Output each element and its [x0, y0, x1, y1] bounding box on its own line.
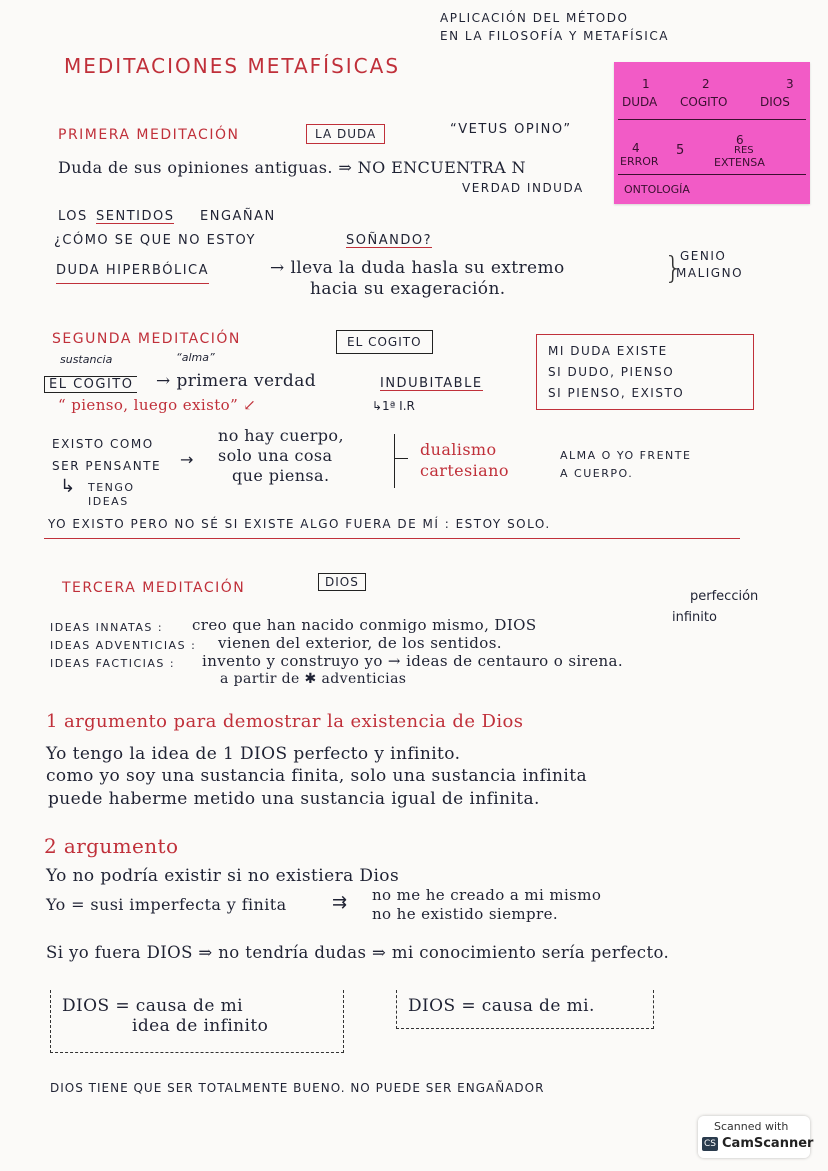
argumento-1-title: 1 argumento para demostrar la existencia de Dios: [46, 711, 524, 732]
timeline-res: RES: [734, 145, 754, 156]
argumento-1-line3: puede haberme metido una sustancia igual de infinita.: [48, 789, 540, 809]
sentidos-post: ENGAÑAN: [200, 209, 276, 224]
segunda-heading: SEGUNDA MEDITACIÓN: [52, 331, 241, 347]
bracket-tick: [394, 458, 408, 459]
bracket-line: [394, 434, 395, 488]
a-partir-de: a partir de ✱ adventicias: [220, 671, 407, 687]
indubitable-word: INDUBITABLE: [380, 376, 483, 391]
alma-frente: ALMA O YO FRENTE: [560, 449, 692, 462]
timeline-ontologia: ONTOLOGÍA: [624, 183, 690, 196]
split-arrow-icon: ⇉: [332, 892, 348, 913]
timeline-extensa: EXTENSA: [714, 156, 765, 169]
estoy-solo-line: YO EXISTO PERO NO SÉ SI EXISTE ALGO FUERA DE MÍ : ESTOY SOLO.: [48, 517, 551, 531]
que-piensa: que piensa.: [232, 466, 330, 485]
timeline-number-5: 5: [676, 143, 685, 158]
ideas-facticias-text: invento y construyo yo → ideas de centauro o sirena.: [202, 652, 624, 670]
sentidos-pre: LOS: [58, 209, 88, 224]
argumento-2-line2: Yo = susi imperfecta y finita: [46, 895, 287, 914]
si-dudo-pienso: SI DUDO, PIENSO: [548, 365, 675, 379]
section-divider: [44, 538, 740, 539]
vetus-opino-quote: “VETUS OPINO”: [450, 122, 572, 137]
ideas-adventicias-text: vienen del exterior, de los sentidos.: [218, 634, 502, 652]
corner-arrow-icon: ↳: [60, 476, 76, 497]
como-se-question: ¿CÓMO SE QUE NO ESTOY: [54, 233, 256, 248]
si-pienso-existo: SI PIENSO, EXISTO: [548, 386, 685, 400]
ideas-innatas-text: creo que han nacido conmigo mismo, DIOS: [192, 616, 537, 634]
timeline-number-6: 6: [736, 133, 744, 147]
argumento-2-branch1: no me he creado a mi mismo: [372, 886, 602, 904]
argumento-1-line2: como yo soy una sustancia finita, solo una sustancia infinita: [46, 766, 588, 786]
duda-hiperbolica: DUDA HIPERBÓLICA: [56, 264, 209, 284]
ideas-label: IDEAS: [88, 495, 129, 508]
timeline-cogito: COGITO: [680, 95, 728, 109]
sticky-note-timeline: [614, 62, 810, 204]
primera-verdad: → primera verdad: [156, 371, 317, 391]
timeline-dios: DIOS: [760, 95, 790, 109]
timeline-number-2: 2: [702, 77, 710, 91]
sentidos-word: SENTIDOS: [96, 209, 175, 224]
tercera-tag: DIOS: [318, 573, 366, 591]
header-line-1: APLICACIÓN DEL MÉTODO: [440, 11, 629, 25]
dios-causa-left-2: idea de infinito: [132, 1016, 269, 1036]
hiperbolica-line1: → lleva la duda hasla su extremo: [270, 258, 565, 278]
argumento-2-branch2: no he existido siempre.: [372, 905, 559, 923]
arrow-icon: →: [180, 450, 194, 469]
hiperbolica-line2: hacia su exageración.: [310, 279, 506, 299]
ideas-innatas-label: IDEAS INNATAS :: [50, 621, 164, 634]
a-cuerpo: A CUERPO.: [560, 467, 634, 480]
sustancia-note: sustancia: [60, 353, 113, 366]
sonando-word: SOÑANDO?: [346, 233, 432, 248]
timeline-line-bottom: [618, 174, 806, 175]
primera-line1b: VERDAD INDUDA: [462, 181, 584, 195]
cartesiano-word: cartesiano: [420, 461, 509, 480]
primera-ir-note: ↳1ª I.R: [372, 399, 415, 413]
timeline-number-4: 4: [632, 141, 640, 155]
pienso-luego-existo: “ pienso, luego existo” ↙: [58, 396, 257, 414]
timeline-number-1: 1: [642, 77, 650, 91]
infinito-note: infinito: [672, 610, 717, 625]
timeline-line-top: [618, 119, 806, 120]
dios-causa-left-1: DIOS = causa de mi: [62, 996, 243, 1016]
tercera-heading: TERCERA MEDITACIÓN: [62, 580, 246, 596]
primera-tag: LA DUDA: [306, 124, 385, 144]
argumento-2-title: 2 argumento: [44, 834, 179, 858]
argumento-1-line1: Yo tengo la idea de 1 DIOS perfecto y infinito.: [46, 744, 461, 764]
scanned-with-label: Scanned with: [714, 1120, 789, 1133]
dios-causa-right: DIOS = causa de mi.: [408, 996, 595, 1016]
segunda-tag: EL COGITO: [336, 330, 433, 354]
brace-icon: }: [664, 251, 684, 286]
perfeccion-note: perfección: [690, 589, 759, 604]
genio-label: GENIO: [680, 249, 727, 263]
camscanner-logo-icon: CS: [704, 1139, 716, 1149]
timeline-number-3: 3: [786, 77, 794, 91]
camscanner-watermark: [698, 1116, 814, 1158]
solo-una-cosa: solo una cosa: [218, 446, 333, 465]
page-title: MEDITACIONES METAFÍSICAS: [64, 54, 401, 78]
tengo-label: TENGO: [88, 481, 135, 494]
timeline-error: ERROR: [620, 155, 659, 168]
maligno-label: MALIGNO: [676, 266, 744, 280]
ideas-facticias-label: IDEAS FACTICIAS :: [50, 657, 176, 670]
no-hay-cuerpo: no hay cuerpo,: [218, 426, 344, 445]
alma-note: “alma”: [176, 351, 215, 364]
camscanner-label: CamScanner: [722, 1136, 814, 1151]
argumento-2-line3: Si yo fuera DIOS ⇒ no tendría dudas ⇒ mi conocimiento sería perfecto.: [46, 943, 670, 962]
el-cogito-label: EL COGITO: [44, 376, 137, 393]
existo-como: EXISTO COMO: [52, 437, 154, 451]
ideas-adventicias-label: IDEAS ADVENTICIAS :: [50, 639, 197, 652]
argumento-2-line1: Yo no podría existir si no existiera Dios: [46, 866, 400, 886]
timeline-duda: DUDA: [622, 95, 658, 109]
ser-pensante: SER PENSANTE: [52, 459, 162, 473]
header-line-2: EN LA FILOSOFÍA Y METAFÍSICA: [440, 29, 669, 43]
primera-line1: Duda de sus opiniones antiguas. ⇒ NO ENCUENTRA N: [58, 158, 526, 177]
primera-heading: PRIMERA MEDITACIÓN: [58, 127, 240, 143]
final-statement: DIOS TIENE QUE SER TOTALMENTE BUENO. NO PUEDE SER ENGAÑADOR: [50, 1081, 545, 1095]
mi-duda-existe: MI DUDA EXISTE: [548, 344, 668, 358]
dualismo-word: dualismo: [420, 440, 497, 459]
